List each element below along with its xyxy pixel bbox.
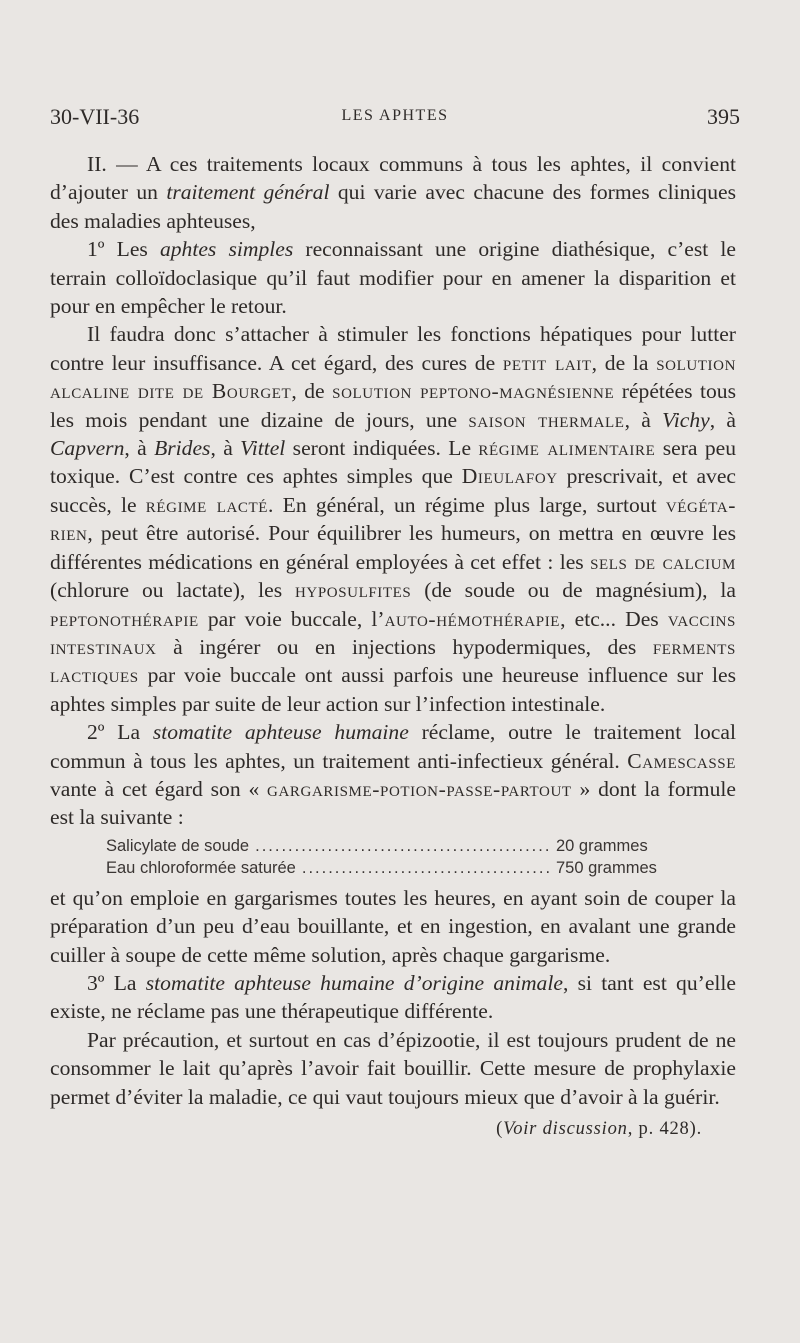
text-run: , à [124, 436, 155, 461]
text-run: , etc... Des [560, 606, 668, 631]
page-number: 395 [707, 104, 740, 129]
dot-leader [255, 835, 550, 857]
header-date: 30-VII-36 [50, 104, 140, 129]
text-run: vante à cet égard son « [50, 776, 268, 801]
text-run: Il faudra donc s’attacher à stimuler les fonctions hépatiques pour lutter contre leur insuffisance. A cet égard, des cures de [50, 322, 736, 375]
text-run: 1º Les [87, 237, 160, 262]
text-run: (chlorure ou lactate), les [50, 578, 295, 603]
text-run: II. — A ces traitements locaux communs à tous les aphtes, il convient d’ajouter un [50, 152, 736, 205]
small-caps-term: Dieulafoy [461, 464, 558, 489]
recipe-formula [106, 835, 676, 879]
small-caps-term: solution alcaline dite de Bourget [50, 350, 736, 404]
text-run: , p. 428). [627, 1119, 702, 1139]
recipe-row [106, 857, 676, 879]
text-run: par voie buccale, l’ [198, 606, 385, 631]
text-run: (de soude ou de magnésium), la [411, 578, 737, 603]
text-run: seront indiquées. Le [285, 436, 479, 461]
dot-leader [302, 857, 550, 879]
small-caps-term: saison thermale [468, 407, 625, 432]
paragraph-hepatic-treatment [50, 320, 736, 718]
text-run: à ingérer ou en injections hypodermiques, des [156, 634, 653, 659]
text-run: , à [709, 407, 737, 432]
text-run: prescrivait, et avec succès, le [50, 464, 737, 517]
text-run: , peut être autorisé. Pour équilibrer les humeurs, on mettra en œuvre les différentes médications en général employées à cet effet : les [50, 521, 736, 574]
place-name: Brides [154, 436, 211, 461]
text-run: , si tant est qu’elle existe, ne réclame pas une thérapeutique différente. [50, 970, 737, 1024]
place-name: Vittel [240, 436, 286, 461]
text-run: réclame, outre le traitement local commun à tous les aphtes, un traitement anti-infectieux général. [50, 720, 736, 773]
small-caps-term: vaccins intestinaux [50, 606, 736, 659]
text-run: . En général, un régime plus large, surtout [268, 492, 666, 517]
author-name: Camescasse [627, 748, 736, 773]
paragraph-simple-aphthae [50, 235, 736, 320]
text-run: répétées tous les mois pendant une dizaine de jours, une [50, 379, 736, 432]
small-caps-term: hyposulfites [294, 578, 412, 603]
small-caps-term: peptonothérapie [50, 606, 199, 631]
small-caps-term: végéta-rien [50, 492, 736, 546]
body-text [50, 150, 736, 1143]
text-run: , à [210, 436, 241, 461]
text-run: qui varie avec chacune des formes cliniques des maladies aphteuses, [50, 180, 736, 233]
text-run: , de [291, 379, 333, 404]
ingredient-quantity: 750 grammes [556, 858, 657, 877]
emphasis-text: stomatite aphteuse humaine d’origine animale [145, 970, 563, 995]
emphasis-text: aphtes simples [159, 237, 294, 262]
header-title: LES APHTES [341, 107, 449, 124]
small-caps-term: régime alimentaire [478, 436, 656, 461]
place-name: Vichy [662, 407, 710, 432]
small-caps-term: solution peptono-magnésienne [332, 379, 615, 404]
text-run: sera peu toxique. C’est contre ces aphtes simples que [50, 436, 736, 489]
ingredient-quantity: 20 grammes [556, 836, 648, 855]
emphasis-text: stomatite aphteuse humaine [152, 720, 409, 745]
text-run: par voie buccale ont aussi parfois une heureuse influence sur les aphtes simples par suite de leur action sur l’infection intestinale. [50, 663, 736, 716]
small-caps-term: petit lait [502, 350, 592, 375]
text-run: , à [624, 407, 663, 432]
paragraph-human-stomatitis [50, 718, 736, 832]
paragraph-general-treatment [50, 150, 736, 235]
small-caps-term: sels de calcium [590, 549, 736, 574]
paragraph-usage: et qu’on emploie en gargarismes toutes les heures, en ayant soin de couper la préparation d’un peu d’eau bouillante, et en ingestion, en avalant une grande cuiller à soupe de cette même solution, après chaque gargarisme. [50, 885, 736, 967]
small-caps-term: auto-hémothérapie [384, 606, 561, 631]
text-run: , de la [591, 350, 657, 375]
running-header [50, 104, 740, 134]
emphasis-text: traitement général [166, 180, 330, 205]
discussion-reference [50, 1115, 736, 1143]
place-name: Capvern [50, 436, 125, 461]
paragraph-prophylaxis: Par précaution, et surtout en cas d’épizootie, il est toujours prudent de ne consommer le lait qu’après l’avoir fait bouillir. Cette mesure de prophylaxie permet d’éviter la maladie, ce qui vaut toujours mieux que d’avoir à la guérir. [50, 1027, 736, 1109]
text-run: » dont la formule est la suivante : [50, 776, 736, 830]
ingredient-name: Salicylate de soude [106, 836, 250, 855]
emphasis-text: Voir discussion [503, 1119, 628, 1139]
text-run: reconnaissant une origine diathésique, c’est le terrain colloïdoclasique qu’il faut modifier pour en amener la disparition et pour en empêcher le retour. [50, 237, 737, 319]
recipe-row [106, 835, 676, 857]
ingredient-name: Eau chloroformée saturée [106, 858, 296, 877]
text-run: 2º La [87, 720, 153, 745]
text-run: ( [496, 1119, 504, 1139]
small-caps-term: gargarisme-potion-passe-partout [267, 776, 572, 801]
small-caps-term: ferments lactiques [50, 634, 736, 688]
text-run: 3º La [87, 970, 146, 995]
small-caps-term: régime lacté [145, 492, 269, 517]
paragraph-animal-origin [50, 969, 736, 1026]
